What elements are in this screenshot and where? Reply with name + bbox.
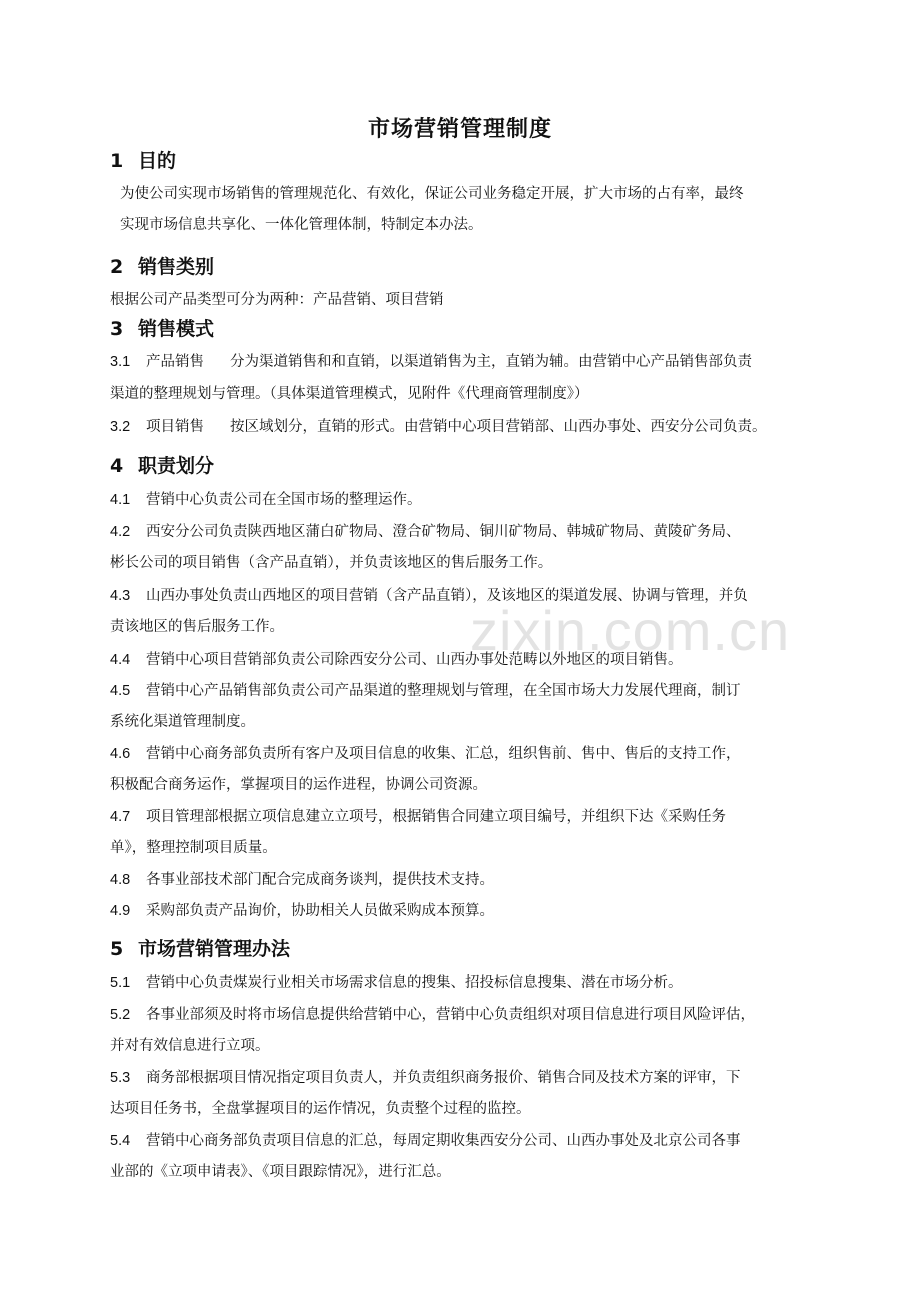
- item-label: 产品销售: [146, 354, 204, 370]
- paragraph-line: 实现市场信息共享化、一体化管理体制，特制定本办法。: [120, 217, 483, 233]
- section-heading-2: [110, 252, 214, 279]
- paragraph-line: 彬长公司的项目销售（含产品直销），并负责该地区的售后服务工作。: [110, 555, 553, 571]
- list-item: [110, 871, 830, 889]
- item-text: 按区域划分，直销的形式。由营销中心项目营销部、山西办事处、西安分公司负责。: [230, 419, 767, 435]
- list-item: [110, 651, 830, 669]
- item-label: 项目销售: [146, 419, 204, 435]
- paragraph-line: 积极配合商务运作，掌握项目的运作进程，协调公司资源。: [110, 777, 487, 793]
- paragraph-line: 业部的《立项申请表》、《项目跟踪情况》，进行汇总。: [110, 1164, 451, 1180]
- item-number: 5.1: [110, 975, 131, 991]
- item-number: 4.9: [110, 903, 131, 919]
- paragraph-line: 达项目任务书，全盘掌握项目的运作情况，负责整个过程的监控。: [110, 1101, 531, 1117]
- paragraph-line: 并对有效信息进行立项。: [110, 1038, 270, 1054]
- list-item: [110, 523, 830, 541]
- item-text: 分为渠道销售和和直销，以渠道销售为主，直销为辅。由营销中心产品销售部负责: [230, 354, 752, 370]
- list-item: [110, 974, 830, 992]
- item-text: 营销中心负责公司在全国市场的整理运作。: [146, 492, 422, 508]
- item-number: 4.8: [110, 872, 131, 888]
- list-item: [110, 682, 830, 700]
- section-heading-3: [110, 314, 214, 341]
- item-number: 4.2: [110, 524, 131, 540]
- item-text: 各事业部技术部门配合完成商务谈判，提供技术支持。: [146, 872, 494, 888]
- section-number: 5: [110, 938, 124, 960]
- list-item: [110, 418, 830, 436]
- section-title: 职责划分: [138, 455, 215, 477]
- list-item: [110, 353, 830, 371]
- paragraph-line: 渠道的整理规划与管理。（具体渠道管理模式，见附件《代理商管理制度》）: [110, 386, 589, 402]
- paragraph-line: 为使公司实现市场销售的管理规范化、有效化，保证公司业务稳定开展，扩大市场的占有率，最终: [120, 186, 744, 202]
- item-number: 4.7: [110, 809, 131, 825]
- item-number: 3.1: [110, 354, 131, 370]
- item-text: 营销中心产品销售部负责公司产品渠道的整理规划与管理，在全国市场大力发展代理商，制订: [146, 683, 741, 699]
- section-number: 3: [110, 318, 124, 340]
- section-title: 销售类别: [138, 256, 215, 278]
- item-number: 5.2: [110, 1007, 131, 1023]
- section-number: 1: [110, 150, 124, 172]
- paragraph-line: 系统化渠道管理制度。: [110, 714, 255, 730]
- list-item: [110, 1069, 830, 1087]
- section-title: 目的: [138, 150, 177, 172]
- list-item: [110, 808, 830, 826]
- list-item: [110, 491, 830, 509]
- item-text: 山西办事处负责山西地区的项目营销（含产品直销），及该地区的渠道发展、协调与管理，并负: [146, 588, 748, 604]
- item-number: 4.3: [110, 588, 131, 604]
- item-number: 4.6: [110, 746, 131, 762]
- item-number: 5.4: [110, 1133, 131, 1149]
- item-number: 4.5: [110, 683, 131, 699]
- item-number: 4.1: [110, 492, 131, 508]
- item-number: 5.3: [110, 1070, 131, 1086]
- section-title: 销售模式: [138, 318, 215, 340]
- list-item: [110, 1006, 830, 1024]
- list-item: [110, 902, 830, 920]
- paragraph-line: 责该地区的售后服务工作。: [110, 619, 284, 635]
- list-item: [110, 745, 830, 763]
- item-number: 4.4: [110, 652, 131, 668]
- section-number: 2: [110, 256, 124, 278]
- item-text: 商务部根据项目情况指定项目负责人，并负责组织商务报价、销售合同及技术方案的评审，下: [146, 1070, 741, 1086]
- watermark: zixin.com.cn: [470, 599, 791, 662]
- paragraph-line: 单》，整理控制项目质量。: [110, 840, 277, 856]
- item-text: 营销中心商务部负责所有客户及项目信息的收集、汇总，组织售前、售中、售后的支持工作，: [146, 746, 741, 762]
- item-text: 营销中心商务部负责项目信息的汇总，每周定期收集西安分公司、山西办事处及北京公司各事: [146, 1133, 741, 1149]
- list-item: [110, 1132, 830, 1150]
- item-text: 采购部负责产品询价，协助相关人员做采购成本预算。: [146, 903, 494, 919]
- item-text: 西安分公司负责陕西地区蒲白矿物局、澄合矿物局、铜川矿物局、韩城矿物局、黄陵矿务局、: [146, 524, 741, 540]
- section-heading-4: [110, 451, 214, 478]
- item-text: 各事业部须及时将市场信息提供给营销中心，营销中心负责组织对项目信息进行项目风险评估，: [146, 1007, 755, 1023]
- item-text: 项目管理部根据立项信息建立立项号，根据销售合同建立项目编号，并组织下达《采购任务: [146, 809, 726, 825]
- item-text: 营销中心项目营销部负责公司除西安分公司、山西办事处范畴以外地区的项目销售。: [146, 652, 683, 668]
- section-title: 市场营销管理办法: [138, 938, 291, 960]
- section-heading-5: [110, 934, 290, 961]
- section-number: 4: [110, 455, 124, 477]
- paragraph-line: 根据公司产品类型可分为两种：产品营销、项目营销: [110, 292, 444, 308]
- list-item: [110, 587, 830, 605]
- section-heading-1: [110, 146, 176, 173]
- item-text: 营销中心负责煤炭行业相关市场需求信息的搜集、招投标信息搜集、潜在市场分析。: [146, 975, 683, 991]
- item-number: 3.2: [110, 419, 131, 435]
- document-title: 市场营销管理制度: [367, 117, 552, 142]
